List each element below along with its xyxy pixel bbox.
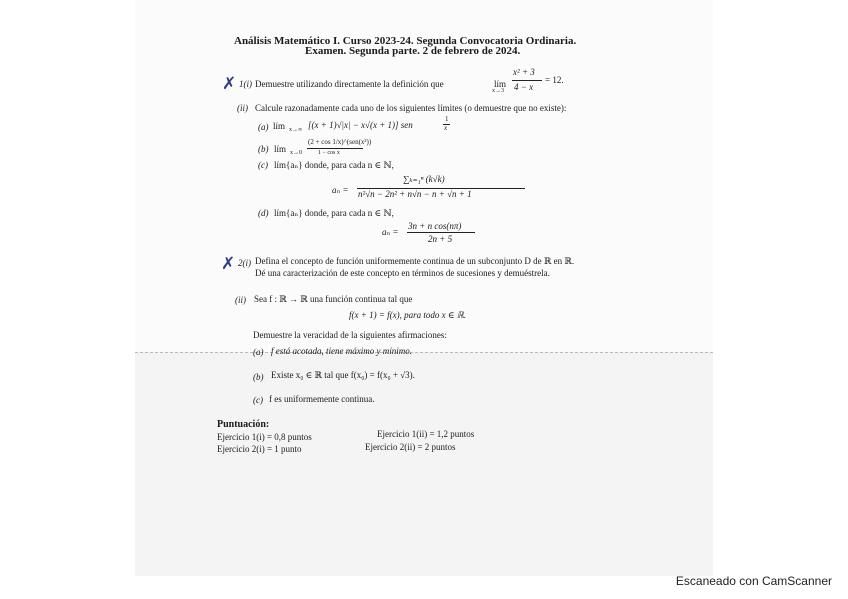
- scanned-page-lower-fold: [135, 352, 713, 576]
- ex1-i-text: Demuestre utilizando directamente la definición que: [255, 79, 444, 89]
- ex1-b-label: (b): [258, 144, 269, 154]
- ex1-a-frac-den: x: [444, 124, 448, 132]
- ex1-b-lim: lím: [274, 144, 287, 154]
- ex2-ii-text: Sea f : ℝ → ℝ una función continua tal que: [254, 294, 413, 304]
- ex1-a-lim: lím: [273, 121, 286, 131]
- scoring-title: Puntuación:: [217, 419, 270, 430]
- ex1-i-lim: lím: [494, 79, 507, 89]
- ex1-d-label: (d): [258, 208, 269, 218]
- ex1-d-frac-num: 3n + n cos(nπ): [408, 221, 462, 231]
- cross-mark-icon-2: ✗: [221, 254, 236, 274]
- cross-mark-icon: ✗: [222, 74, 237, 94]
- ex1-i-frac-num: x² + 3: [513, 67, 535, 77]
- ex1-i-frac-den: 4 − x: [514, 82, 534, 92]
- ex1-b-lim-sub: x→0: [290, 150, 302, 156]
- ex1-b-frac-den: 1 − cos x: [318, 150, 340, 156]
- scoring-row-2: Ejercicio 1(ii) = 1,2 puntos: [377, 429, 475, 439]
- ex2-i-text1: Defina el concepto de función uniformemente continua de un subconjunto D de ℝ en ℝ.: [255, 256, 575, 266]
- scoring-row-4: Ejercicio 2(ii) = 2 puntos: [365, 442, 456, 452]
- ex1-d-an: aₙ =: [382, 227, 399, 237]
- ex2-ii-prompt: Demuestre la veracidad de la siguientes afirmaciones:: [253, 330, 447, 340]
- ex1-i-lim-sub: x→3: [492, 88, 504, 94]
- exam-header-line1: Análisis Matemático I. Curso 2023-24. Segunda Convocatoria Ordinaria.: [234, 35, 577, 47]
- scoring-row-3: Ejercicio 2(i) = 1 punto: [217, 444, 302, 454]
- ex1-d-frac-bar: [407, 232, 475, 233]
- ex2-ii-equation: f(x + 1) = f(x), para todo x ∈ ℝ.: [349, 310, 467, 320]
- ex1-i-number: 1(i): [239, 79, 252, 89]
- ex2-ii-number: (ii): [235, 295, 246, 305]
- exam-header-line2: Examen. Segunda parte. 2 de febrero de 2024.: [305, 45, 521, 57]
- ex2-b-label: (b): [253, 372, 264, 382]
- ex1-b-frac-bar: [307, 148, 363, 149]
- ex1-i-frac-bar: [512, 80, 542, 81]
- ex1-c-frac-den: n²√n − 2n² + n√n − n + √n + 1: [358, 189, 472, 199]
- ex1-c-label: (c): [258, 160, 268, 170]
- ex1-ii-number: (ii): [237, 103, 248, 113]
- ex1-a-frac-num: 1: [445, 115, 449, 123]
- ex1-c-text: lím{aₙ} donde, para cada n ∈ ℕ,: [274, 160, 394, 170]
- scoring-row-1: Ejercicio 1(i) = 0,8 puntos: [217, 432, 312, 442]
- ex1-i-equals: = 12.: [545, 75, 564, 85]
- fold-line: [135, 352, 713, 353]
- ex2-c-label: (c): [253, 395, 263, 405]
- ex1-ii-text: Calcule razonadamente cada uno de los siguientes límites (o demuestre que no existe):: [255, 103, 567, 113]
- ex2-i-number: 2(i): [238, 258, 251, 268]
- ex1-a-body: [(x + 1)√|x| − x√(x + 1)] sen: [308, 120, 413, 130]
- ex1-a-lim-sub: x→∞: [289, 127, 303, 133]
- ex1-b-frac-num: (2 + cos 1/x)^(sen(x²)): [308, 138, 372, 146]
- ex2-a-text: f está acotada, tiene máximo y mínimo.: [271, 346, 412, 356]
- camscanner-watermark: Escaneado con CamScanner: [675, 574, 832, 588]
- ex1-a-label: (a): [258, 122, 269, 132]
- ex1-c-an: aₙ =: [332, 185, 349, 195]
- ex1-d-frac-den: 2n + 5: [428, 234, 453, 244]
- ex2-i-text2: Dé una caracterización de este concepto en términos de sucesiones y demuéstrela.: [255, 268, 550, 278]
- ex2-b-text: Existe x₀ ∈ ℝ tal que f(x₀) = f(x₀ + √3).: [271, 370, 415, 380]
- ex2-c-text: f es uniformemente continua.: [269, 394, 375, 404]
- ex2-a-label: (a): [253, 347, 264, 357]
- ex1-c-frac-num: ∑ₖ₌₁ⁿ (k√k): [403, 174, 445, 184]
- ex1-d-text: lím{aₙ} donde, para cada n ∈ ℕ,: [274, 208, 394, 218]
